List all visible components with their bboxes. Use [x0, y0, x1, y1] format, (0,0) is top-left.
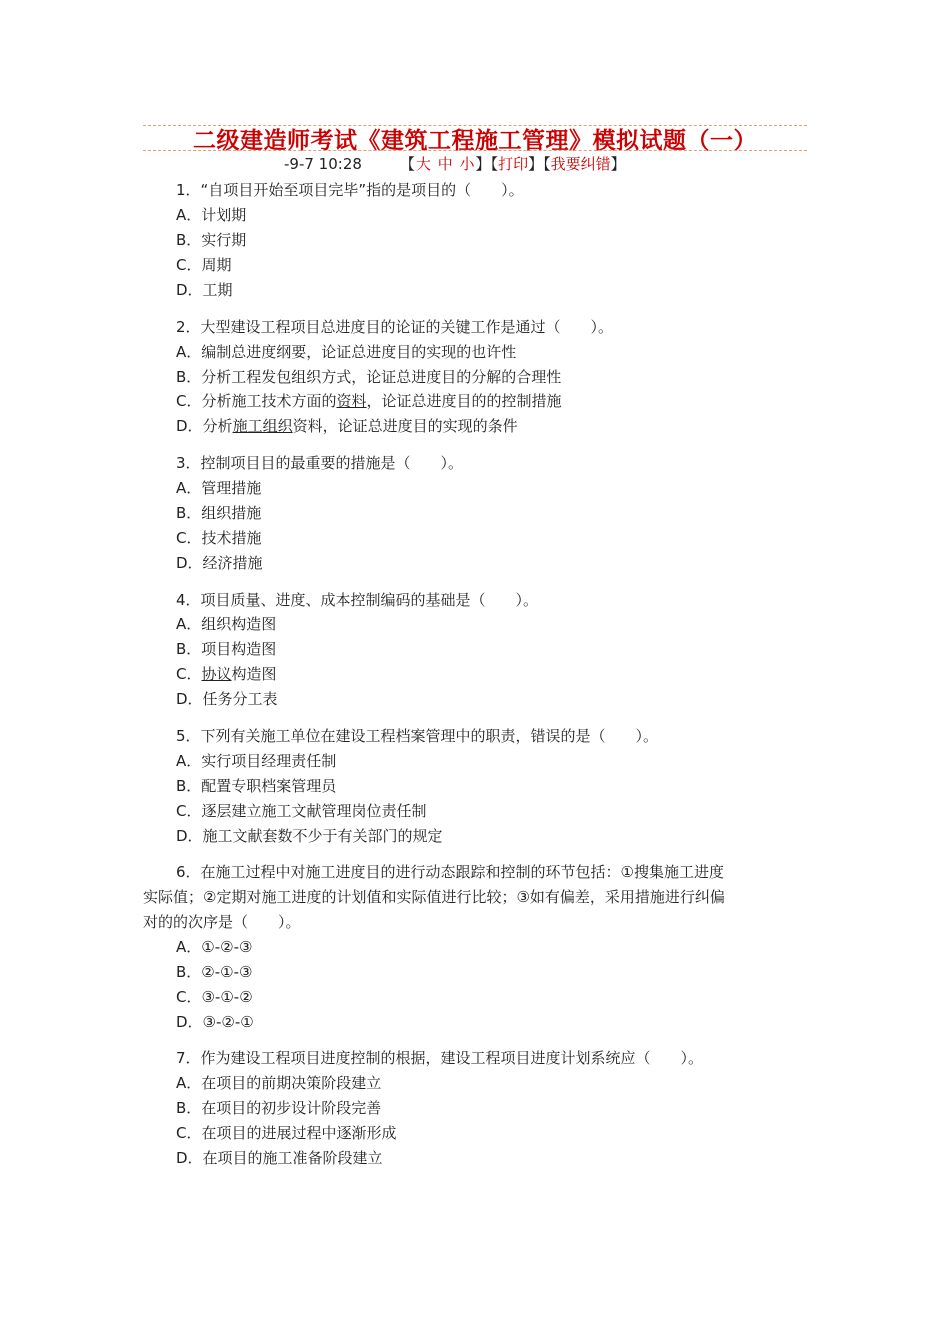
option-text: ，论证总进度目的的控制措施 [366, 392, 562, 410]
bracket: 【 [399, 155, 415, 173]
question-5-option-d: D．施工文献套数不少于有关部门的规定 [176, 827, 443, 845]
question-4-option-a: A．组织构造图 [176, 615, 277, 633]
option-text: 资料，论证总进度目的实现的条件 [292, 417, 518, 435]
title-bottom-rule [143, 150, 807, 151]
question-7-stem: 7．作为建设工程项目进度控制的根据，建设工程项目进度计划系统应（ ）。 [176, 1049, 704, 1067]
article-meta [284, 153, 626, 174]
question-3-stem: 3．控制项目目的最重要的措施是（ ）。 [176, 454, 464, 472]
question-6-stem-line-2: 实际值；②定期对施工进度的计划值和实际值进行比较；③如有偏差，采用措施进行纠偏 [143, 888, 725, 906]
agreement-link[interactable]: 协议 [201, 665, 232, 683]
construction-organization-link[interactable]: 施工组织 [232, 417, 293, 435]
bracket: 】 [528, 155, 544, 173]
report-error-link[interactable]: 我要纠错 [550, 155, 611, 173]
question-2-stem: 2．大型建设工程项目总进度目的论证的关键工作是通过（ ）。 [176, 318, 614, 336]
bracket: 】 [475, 155, 491, 173]
question-6-option-a: A．①-②-③ [176, 938, 253, 956]
question-1-option-d: D．工期 [176, 281, 233, 299]
question-4-option-b: B．项目构造图 [176, 640, 277, 658]
font-size-small-link[interactable]: 小 [459, 155, 475, 173]
question-1-option-a: A．计划期 [176, 206, 247, 224]
question-7-option-d: D．在项目的施工准备阶段建立 [176, 1149, 383, 1167]
option-text: C．分析施工技术方面的 [176, 392, 337, 410]
page-title: 二级建造师考试《建筑工程施工管理》模拟试题（一） [193, 127, 757, 154]
question-3-option-c: C．技术措施 [176, 529, 262, 547]
question-7-option-c: C．在项目的进展过程中逐渐形成 [176, 1124, 397, 1142]
question-4-option-c [176, 664, 277, 684]
question-5-option-c: C．逐层建立施工文献管理岗位责任制 [176, 802, 427, 820]
font-size-medium-link[interactable]: 中 [437, 155, 453, 173]
question-5-option-a: A．实行项目经理责任制 [176, 752, 337, 770]
question-6-option-b: B．②-①-③ [176, 963, 253, 981]
bracket: 【 [543, 155, 551, 173]
question-1-option-b: B．实行期 [176, 231, 247, 249]
question-3-option-a: A．管理措施 [176, 479, 262, 497]
question-7-option-a: A．在项目的前期决策阶段建立 [176, 1074, 382, 1092]
bracket: 】 [610, 155, 626, 173]
question-3-option-b: B．组织措施 [176, 504, 262, 522]
question-2-option-b: B．分析工程发包组织方式，论证总进度目的分解的合理性 [176, 368, 562, 386]
font-size-large-link[interactable]: 大 [415, 155, 431, 173]
question-4-option-d: D．任务分工表 [176, 690, 278, 708]
question-6-stem-line-1: 6．在施工过程中对施工进度目的进行动态跟踪和控制的环节包括：①搜集施工进度 [176, 863, 724, 881]
materials-link[interactable]: 资料 [336, 392, 367, 410]
question-6-stem-line-3: 对的的次序是（ ）。 [143, 913, 301, 931]
publish-date: -9-7 10:28 [284, 155, 362, 173]
question-2-option-a: A．编制总进度纲要，论证总进度目的实现的也许性 [176, 343, 517, 361]
bracket: 【 [490, 155, 499, 173]
question-2-option-d [176, 416, 518, 436]
question-2-option-c [176, 391, 562, 411]
option-text: D．分析 [176, 417, 233, 435]
question-4-stem: 4．项目质量、进度、成本控制编码的基础是（ ）。 [176, 591, 539, 609]
question-5-option-b: B．配置专职档案管理员 [176, 777, 337, 795]
option-text: 构造图 [231, 665, 277, 683]
question-1-option-c: C．周期 [176, 256, 232, 274]
question-3-option-d: D．经济措施 [176, 554, 263, 572]
question-6-option-d: D．③-②-① [176, 1013, 254, 1031]
question-1-stem: 1．“自项目开始至项目完毕”指的是项目的（ ）。 [176, 181, 524, 199]
option-text: C． [176, 665, 202, 683]
print-link[interactable]: 打印 [498, 155, 529, 173]
question-6-option-c: C．③-①-② [176, 988, 253, 1006]
question-7-option-b: B．在项目的初步设计阶段完善 [176, 1099, 382, 1117]
question-5-stem: 5．下列有关施工单位在建设工程档案管理中的职责，错误的是（ ）。 [176, 727, 659, 745]
